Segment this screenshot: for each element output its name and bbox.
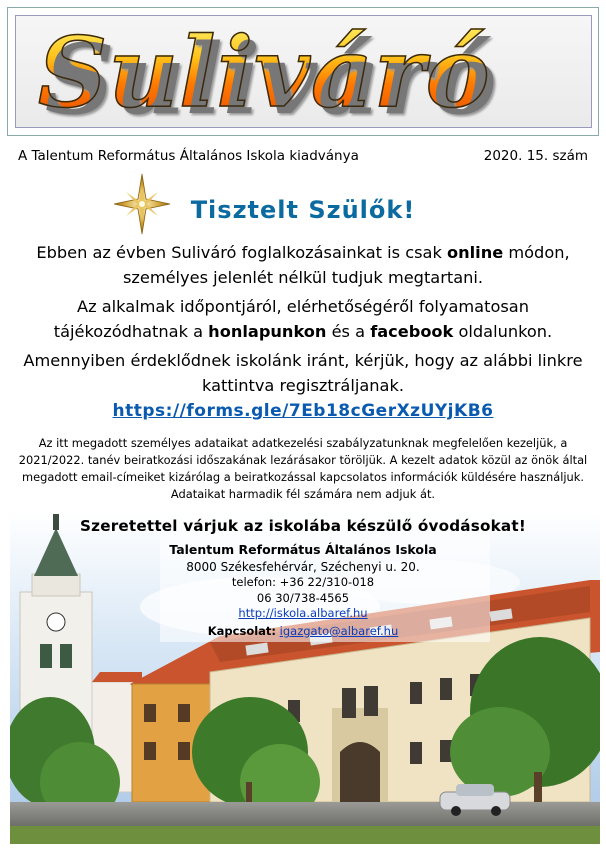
registration-form-link[interactable]: https://forms.gle/7Eb18cGerXzUYjKB6	[112, 401, 494, 421]
school-phone: telefon: +36 22/310-018	[231, 575, 375, 589]
school-address: 8000 Székesfehérvár, Széchenyi u. 20.	[186, 560, 420, 574]
school-website-link[interactable]: http://iskola.albaref.hu	[238, 606, 368, 620]
masthead-banner	[7, 7, 599, 136]
info-bar	[18, 148, 588, 168]
paragraph-updates: Az alkalmak időpontjáról, elérhetőségéről folyamatosan tájékozódhatnak a honlapunkon és a facebook oldalunkon.	[53, 297, 553, 341]
greeting-heading: Tisztelt Szülők!	[190, 196, 416, 224]
publisher-text: A Talentum Református Általános Iskola kiadványa	[18, 148, 359, 164]
paragraph-register: Amennyiben érdeklődnek iskolánk iránt, kérjük, hogy az alábbi linkre kattintva regisztráljanak.	[23, 351, 583, 395]
privacy-note: Az itt megadott személyes adataikat adatkezelési szabályzatunknak megfelelően kezeljük, a 2021/2022. tanév beiratkozási időszakának lezárásakor töröljük. A kezelt adatok közül az önök által megadott email-címeiket kizárólag a beiratkozással kapcsolatos információk küldésére használjuk. Adataikat harmadik fél számára nem adjuk át.	[18, 436, 588, 501]
facebook-link-text: facebook	[370, 322, 454, 341]
contact-email-link[interactable]: igazgato@albaref.hu	[279, 624, 399, 638]
school-mobile: 06 30/738-4565	[256, 591, 350, 605]
contact-label: Kapcsolat:	[207, 624, 277, 638]
issue-number: 2020. 15. szám	[483, 148, 588, 164]
masthead-inner	[15, 15, 592, 128]
paragraph-online: Ebben az évben Suliváró foglalkozásainkat is csak online módon, személyes jelenlét nélkül tudjuk megtartani.	[36, 243, 570, 287]
school-name: Talentum Református Általános Iskola	[169, 542, 437, 557]
masthead-title: Suliváró	[38, 20, 578, 126]
homepage-link-text: honlapunkon	[208, 322, 327, 341]
contact-line	[0, 624, 606, 638]
welcome-heading: Szeretettel várjuk az iskolába készülő óvodásokat!	[80, 517, 526, 535]
